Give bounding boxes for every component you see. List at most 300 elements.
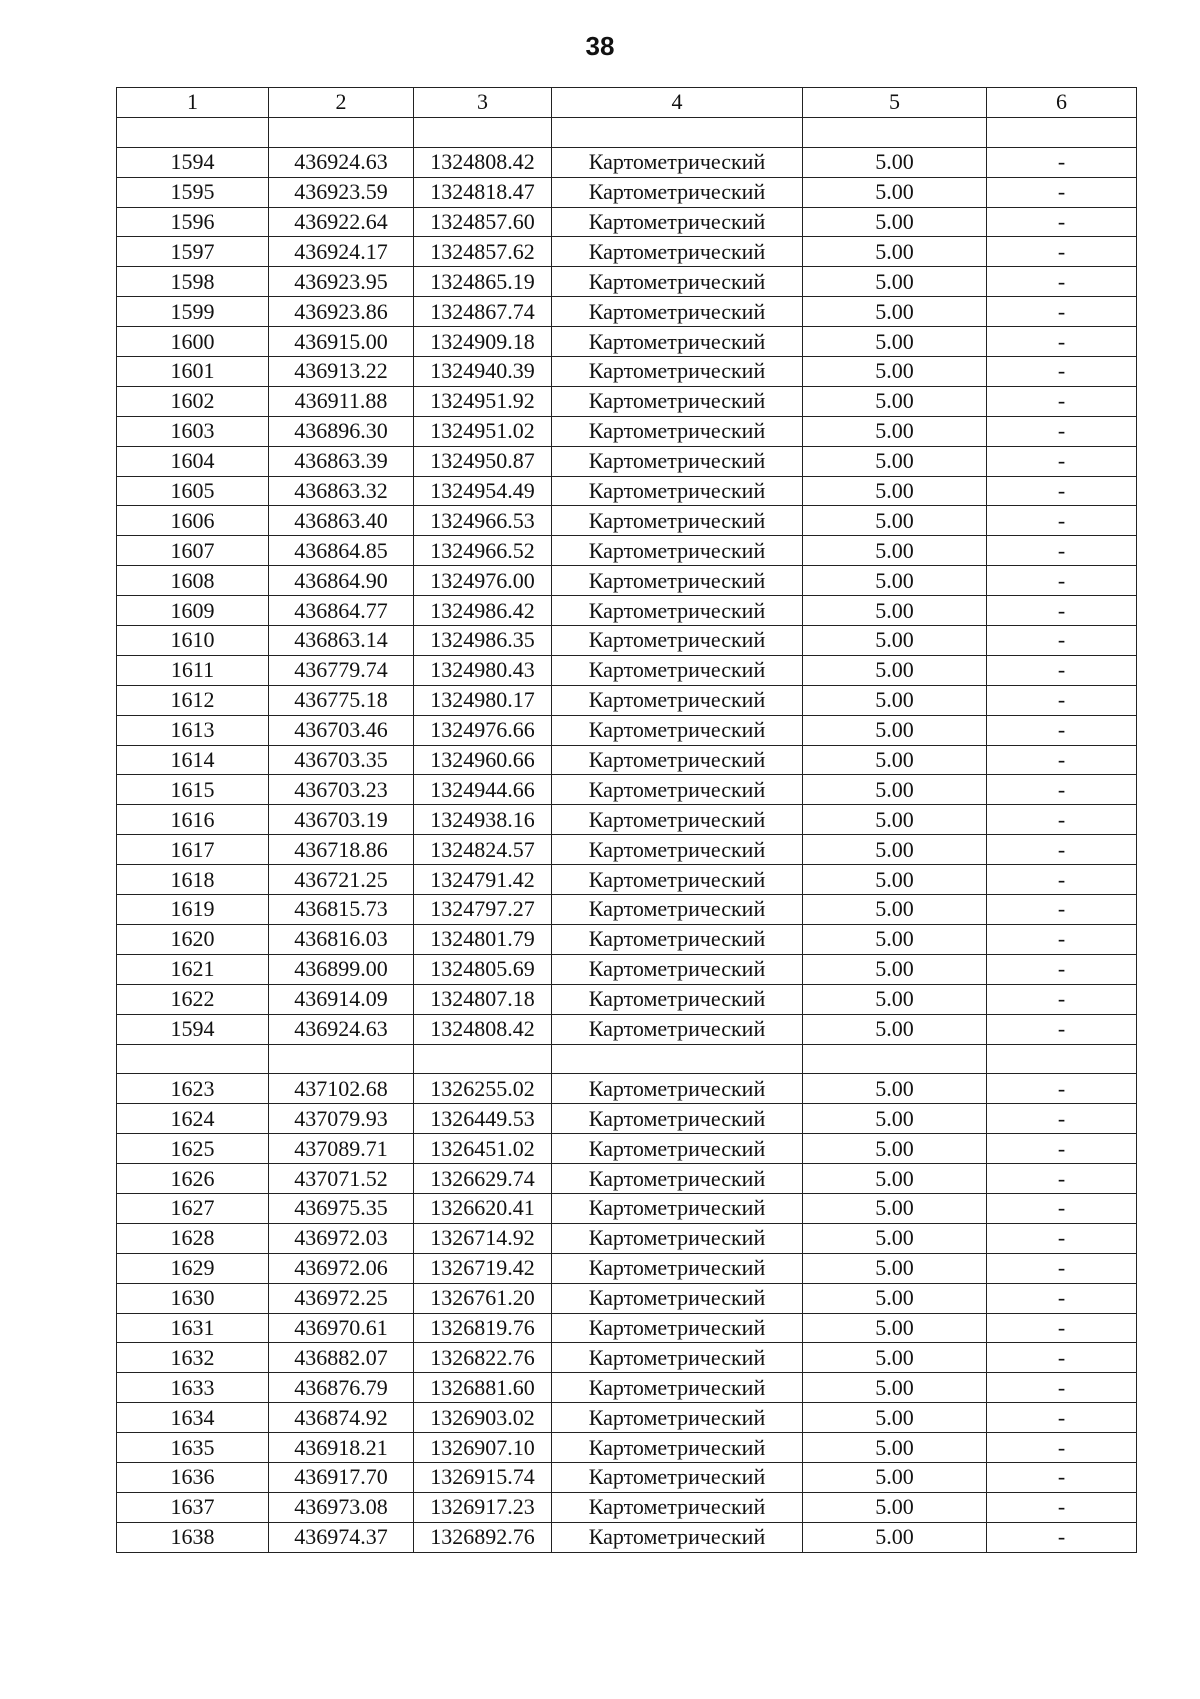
y-coordinate-cell: 1324909.18 bbox=[414, 327, 552, 357]
point-number-cell: 1635 bbox=[117, 1433, 269, 1463]
table-row bbox=[117, 596, 1137, 626]
method-cell: Картометрический bbox=[552, 775, 803, 805]
y-coordinate-cell: 1324980.43 bbox=[414, 655, 552, 685]
x-coordinate-cell: 436911.88 bbox=[269, 386, 414, 416]
method-cell: Картометрический bbox=[552, 1522, 803, 1552]
method-cell: Картометрический bbox=[552, 1253, 803, 1283]
accuracy-cell bbox=[803, 117, 987, 147]
description-cell: - bbox=[987, 357, 1137, 387]
method-cell: Картометрический bbox=[552, 506, 803, 536]
accuracy-cell: 5.00 bbox=[803, 1283, 987, 1313]
x-coordinate-cell: 436899.00 bbox=[269, 954, 414, 984]
point-number-cell: 1603 bbox=[117, 416, 269, 446]
point-number-cell: 1621 bbox=[117, 954, 269, 984]
accuracy-cell: 5.00 bbox=[803, 1253, 987, 1283]
x-coordinate-cell: 436918.21 bbox=[269, 1433, 414, 1463]
method-cell: Картометрический bbox=[552, 1313, 803, 1343]
table-row bbox=[117, 1104, 1137, 1134]
table-row bbox=[117, 566, 1137, 596]
y-coordinate-cell: 1324857.60 bbox=[414, 207, 552, 237]
y-coordinate-cell: 1324797.27 bbox=[414, 895, 552, 925]
x-coordinate-cell: 436874.92 bbox=[269, 1403, 414, 1433]
method-cell: Картометрический bbox=[552, 596, 803, 626]
x-coordinate-cell: 436779.74 bbox=[269, 655, 414, 685]
table-row bbox=[117, 984, 1137, 1014]
x-coordinate-cell: 436815.73 bbox=[269, 895, 414, 925]
point-number-cell: 1597 bbox=[117, 237, 269, 267]
point-number-cell: 1636 bbox=[117, 1462, 269, 1492]
description-cell: - bbox=[987, 1433, 1137, 1463]
point-number-cell: 1618 bbox=[117, 865, 269, 895]
point-number-cell: 1609 bbox=[117, 596, 269, 626]
x-coordinate-cell: 436923.95 bbox=[269, 267, 414, 297]
point-number-cell: 1594 bbox=[117, 147, 269, 177]
method-cell: Картометрический bbox=[552, 177, 803, 207]
method-cell: Картометрический bbox=[552, 715, 803, 745]
y-coordinate-cell: 1324966.53 bbox=[414, 506, 552, 536]
y-coordinate-cell: 1324976.00 bbox=[414, 566, 552, 596]
method-cell: Картометрический bbox=[552, 357, 803, 387]
table-row bbox=[117, 267, 1137, 297]
table-row bbox=[117, 685, 1137, 715]
point-number-cell: 1602 bbox=[117, 386, 269, 416]
table-row bbox=[117, 536, 1137, 566]
y-coordinate-cell: 1324951.92 bbox=[414, 386, 552, 416]
method-cell: Картометрический bbox=[552, 267, 803, 297]
y-coordinate-cell: 1326903.02 bbox=[414, 1403, 552, 1433]
y-coordinate-cell: 1326255.02 bbox=[414, 1074, 552, 1104]
table-row bbox=[117, 1223, 1137, 1253]
accuracy-cell: 5.00 bbox=[803, 297, 987, 327]
description-cell: - bbox=[987, 1283, 1137, 1313]
y-coordinate-cell: 1324986.42 bbox=[414, 596, 552, 626]
method-cell bbox=[552, 117, 803, 147]
method-cell: Картометрический bbox=[552, 895, 803, 925]
description-cell: - bbox=[987, 1134, 1137, 1164]
header-cell: 3 bbox=[414, 88, 552, 118]
point-number-cell: 1611 bbox=[117, 655, 269, 685]
x-coordinate-cell: 436914.09 bbox=[269, 984, 414, 1014]
accuracy-cell: 5.00 bbox=[803, 775, 987, 805]
description-cell: - bbox=[987, 1014, 1137, 1044]
description-cell: - bbox=[987, 506, 1137, 536]
point-number-cell: 1627 bbox=[117, 1193, 269, 1223]
point-number-cell: 1612 bbox=[117, 685, 269, 715]
point-number-cell: 1600 bbox=[117, 327, 269, 357]
x-coordinate-cell: 436703.19 bbox=[269, 805, 414, 835]
method-cell: Картометрический bbox=[552, 655, 803, 685]
point-number-cell: 1599 bbox=[117, 297, 269, 327]
accuracy-cell: 5.00 bbox=[803, 267, 987, 297]
y-coordinate-cell: 1326892.76 bbox=[414, 1522, 552, 1552]
y-coordinate-cell: 1326620.41 bbox=[414, 1193, 552, 1223]
point-number-cell: 1613 bbox=[117, 715, 269, 745]
x-coordinate-cell: 436924.63 bbox=[269, 1014, 414, 1044]
x-coordinate-cell: 436972.25 bbox=[269, 1283, 414, 1313]
coordinates-table bbox=[116, 87, 1137, 1553]
x-coordinate-cell: 436882.07 bbox=[269, 1343, 414, 1373]
table-row bbox=[117, 1403, 1137, 1433]
y-coordinate-cell: 1326761.20 bbox=[414, 1283, 552, 1313]
point-number-cell: 1596 bbox=[117, 207, 269, 237]
x-coordinate-cell: 436864.77 bbox=[269, 596, 414, 626]
x-coordinate-cell: 436915.00 bbox=[269, 327, 414, 357]
table-row bbox=[117, 1373, 1137, 1403]
method-cell: Картометрический bbox=[552, 1433, 803, 1463]
table-row bbox=[117, 1522, 1137, 1552]
accuracy-cell: 5.00 bbox=[803, 1373, 987, 1403]
description-cell: - bbox=[987, 1074, 1137, 1104]
table-row bbox=[117, 655, 1137, 685]
accuracy-cell: 5.00 bbox=[803, 1164, 987, 1194]
x-coordinate-cell: 437071.52 bbox=[269, 1164, 414, 1194]
accuracy-cell: 5.00 bbox=[803, 655, 987, 685]
x-coordinate-cell: 436972.06 bbox=[269, 1253, 414, 1283]
method-cell: Картометрический bbox=[552, 835, 803, 865]
table-row bbox=[117, 327, 1137, 357]
y-coordinate-cell: 1326719.42 bbox=[414, 1253, 552, 1283]
table-row bbox=[117, 626, 1137, 656]
method-cell: Картометрический bbox=[552, 416, 803, 446]
description-cell: - bbox=[987, 177, 1137, 207]
y-coordinate-cell: 1324801.79 bbox=[414, 924, 552, 954]
point-number-cell: 1631 bbox=[117, 1313, 269, 1343]
y-coordinate-cell: 1324940.39 bbox=[414, 357, 552, 387]
point-number-cell: 1630 bbox=[117, 1283, 269, 1313]
table-row bbox=[117, 1134, 1137, 1164]
accuracy-cell: 5.00 bbox=[803, 1313, 987, 1343]
accuracy-cell: 5.00 bbox=[803, 1223, 987, 1253]
y-coordinate-cell: 1324865.19 bbox=[414, 267, 552, 297]
y-coordinate-cell: 1324960.66 bbox=[414, 745, 552, 775]
x-coordinate-cell: 436703.35 bbox=[269, 745, 414, 775]
accuracy-cell: 5.00 bbox=[803, 805, 987, 835]
description-cell: - bbox=[987, 775, 1137, 805]
point-number-cell: 1634 bbox=[117, 1403, 269, 1433]
point-number-cell: 1601 bbox=[117, 357, 269, 387]
accuracy-cell bbox=[803, 1044, 987, 1074]
separator-row bbox=[117, 117, 1137, 147]
table-row bbox=[117, 1492, 1137, 1522]
accuracy-cell: 5.00 bbox=[803, 177, 987, 207]
description-cell: - bbox=[987, 566, 1137, 596]
y-coordinate-cell: 1326449.53 bbox=[414, 1104, 552, 1134]
table-row bbox=[117, 954, 1137, 984]
method-cell: Картометрический bbox=[552, 1104, 803, 1134]
description-cell: - bbox=[987, 416, 1137, 446]
table-row bbox=[117, 895, 1137, 925]
description-cell: - bbox=[987, 596, 1137, 626]
accuracy-cell: 5.00 bbox=[803, 1074, 987, 1104]
point-number-cell bbox=[117, 1044, 269, 1074]
method-cell: Картометрический bbox=[552, 1492, 803, 1522]
point-number-cell: 1623 bbox=[117, 1074, 269, 1104]
x-coordinate-cell: 437089.71 bbox=[269, 1134, 414, 1164]
description-cell bbox=[987, 117, 1137, 147]
method-cell: Картометрический bbox=[552, 1014, 803, 1044]
method-cell: Картометрический bbox=[552, 1164, 803, 1194]
method-cell: Картометрический bbox=[552, 954, 803, 984]
point-number-cell: 1622 bbox=[117, 984, 269, 1014]
y-coordinate-cell: 1324818.47 bbox=[414, 177, 552, 207]
accuracy-cell: 5.00 bbox=[803, 1104, 987, 1134]
point-number-cell bbox=[117, 117, 269, 147]
table-row bbox=[117, 1313, 1137, 1343]
x-coordinate-cell: 436816.03 bbox=[269, 924, 414, 954]
description-cell: - bbox=[987, 536, 1137, 566]
y-coordinate-cell bbox=[414, 117, 552, 147]
accuracy-cell: 5.00 bbox=[803, 1014, 987, 1044]
method-cell: Картометрический bbox=[552, 924, 803, 954]
accuracy-cell: 5.00 bbox=[803, 835, 987, 865]
x-coordinate-cell: 436864.90 bbox=[269, 566, 414, 596]
accuracy-cell: 5.00 bbox=[803, 446, 987, 476]
method-cell: Картометрический bbox=[552, 1373, 803, 1403]
table-row bbox=[117, 865, 1137, 895]
accuracy-cell: 5.00 bbox=[803, 984, 987, 1014]
table-row bbox=[117, 357, 1137, 387]
description-cell: - bbox=[987, 865, 1137, 895]
table-row bbox=[117, 1343, 1137, 1373]
description-cell: - bbox=[987, 446, 1137, 476]
x-coordinate-cell: 436863.32 bbox=[269, 476, 414, 506]
x-coordinate-cell: 436863.39 bbox=[269, 446, 414, 476]
method-cell bbox=[552, 1044, 803, 1074]
x-coordinate-cell: 436913.22 bbox=[269, 357, 414, 387]
point-number-cell: 1595 bbox=[117, 177, 269, 207]
table-row bbox=[117, 805, 1137, 835]
point-number-cell: 1637 bbox=[117, 1492, 269, 1522]
method-cell: Картометрический bbox=[552, 685, 803, 715]
y-coordinate-cell: 1324976.66 bbox=[414, 715, 552, 745]
method-cell: Картометрический bbox=[552, 1343, 803, 1373]
accuracy-cell: 5.00 bbox=[803, 476, 987, 506]
x-coordinate-cell: 436896.30 bbox=[269, 416, 414, 446]
table-row bbox=[117, 476, 1137, 506]
y-coordinate-cell: 1326917.23 bbox=[414, 1492, 552, 1522]
y-coordinate-cell: 1324791.42 bbox=[414, 865, 552, 895]
accuracy-cell: 5.00 bbox=[803, 745, 987, 775]
description-cell: - bbox=[987, 1462, 1137, 1492]
description-cell: - bbox=[987, 805, 1137, 835]
description-cell: - bbox=[987, 1522, 1137, 1552]
y-coordinate-cell: 1324857.62 bbox=[414, 237, 552, 267]
description-cell: - bbox=[987, 297, 1137, 327]
y-coordinate-cell: 1324808.42 bbox=[414, 1014, 552, 1044]
method-cell: Картометрический bbox=[552, 805, 803, 835]
accuracy-cell: 5.00 bbox=[803, 237, 987, 267]
table-row bbox=[117, 1283, 1137, 1313]
y-coordinate-cell: 1326822.76 bbox=[414, 1343, 552, 1373]
y-coordinate-cell: 1324944.66 bbox=[414, 775, 552, 805]
point-number-cell: 1608 bbox=[117, 566, 269, 596]
accuracy-cell: 5.00 bbox=[803, 566, 987, 596]
x-coordinate-cell: 436917.70 bbox=[269, 1462, 414, 1492]
description-cell: - bbox=[987, 386, 1137, 416]
y-coordinate-cell: 1324954.49 bbox=[414, 476, 552, 506]
method-cell: Картометрический bbox=[552, 237, 803, 267]
table-row bbox=[117, 237, 1137, 267]
point-number-cell: 1633 bbox=[117, 1373, 269, 1403]
y-coordinate-cell: 1324986.35 bbox=[414, 626, 552, 656]
description-cell: - bbox=[987, 954, 1137, 984]
description-cell: - bbox=[987, 715, 1137, 745]
description-cell: - bbox=[987, 685, 1137, 715]
accuracy-cell: 5.00 bbox=[803, 1343, 987, 1373]
accuracy-cell: 5.00 bbox=[803, 1403, 987, 1433]
separator-row bbox=[117, 1044, 1137, 1074]
table-row bbox=[117, 177, 1137, 207]
header-cell: 2 bbox=[269, 88, 414, 118]
x-coordinate-cell: 436864.85 bbox=[269, 536, 414, 566]
method-cell: Картометрический bbox=[552, 1462, 803, 1492]
accuracy-cell: 5.00 bbox=[803, 536, 987, 566]
description-cell: - bbox=[987, 1343, 1137, 1373]
x-coordinate-cell: 436703.23 bbox=[269, 775, 414, 805]
point-number-cell: 1619 bbox=[117, 895, 269, 925]
point-number-cell: 1605 bbox=[117, 476, 269, 506]
description-cell: - bbox=[987, 1223, 1137, 1253]
point-number-cell: 1607 bbox=[117, 536, 269, 566]
method-cell: Картометрический bbox=[552, 1403, 803, 1433]
x-coordinate-cell: 436973.08 bbox=[269, 1492, 414, 1522]
description-cell: - bbox=[987, 327, 1137, 357]
description-cell: - bbox=[987, 745, 1137, 775]
y-coordinate-cell: 1326907.10 bbox=[414, 1433, 552, 1463]
description-cell: - bbox=[987, 924, 1137, 954]
x-coordinate-cell: 436775.18 bbox=[269, 685, 414, 715]
method-cell: Картометрический bbox=[552, 865, 803, 895]
y-coordinate-cell: 1324805.69 bbox=[414, 954, 552, 984]
description-cell: - bbox=[987, 1313, 1137, 1343]
y-coordinate-cell: 1324938.16 bbox=[414, 805, 552, 835]
y-coordinate-cell: 1326451.02 bbox=[414, 1134, 552, 1164]
x-coordinate-cell: 436863.14 bbox=[269, 626, 414, 656]
table-row bbox=[117, 386, 1137, 416]
accuracy-cell: 5.00 bbox=[803, 1134, 987, 1164]
y-coordinate-cell: 1326629.74 bbox=[414, 1164, 552, 1194]
accuracy-cell: 5.00 bbox=[803, 1193, 987, 1223]
table-row bbox=[117, 1433, 1137, 1463]
x-coordinate-cell: 437079.93 bbox=[269, 1104, 414, 1134]
table-row bbox=[117, 715, 1137, 745]
x-coordinate-cell bbox=[269, 117, 414, 147]
table-row bbox=[117, 1164, 1137, 1194]
accuracy-cell: 5.00 bbox=[803, 327, 987, 357]
method-cell: Картометрический bbox=[552, 1134, 803, 1164]
point-number-cell: 1616 bbox=[117, 805, 269, 835]
description-cell: - bbox=[987, 984, 1137, 1014]
accuracy-cell: 5.00 bbox=[803, 715, 987, 745]
description-cell: - bbox=[987, 1104, 1137, 1134]
description-cell: - bbox=[987, 1253, 1137, 1283]
method-cell: Картометрический bbox=[552, 327, 803, 357]
point-number-cell: 1628 bbox=[117, 1223, 269, 1253]
method-cell: Картометрический bbox=[552, 386, 803, 416]
header-cell: 5 bbox=[803, 88, 987, 118]
method-cell: Картометрический bbox=[552, 1193, 803, 1223]
x-coordinate-cell: 436721.25 bbox=[269, 865, 414, 895]
header-cell: 4 bbox=[552, 88, 803, 118]
table-body bbox=[117, 117, 1137, 1552]
table-row bbox=[117, 297, 1137, 327]
point-number-cell: 1625 bbox=[117, 1134, 269, 1164]
accuracy-cell: 5.00 bbox=[803, 357, 987, 387]
y-coordinate-cell: 1326819.76 bbox=[414, 1313, 552, 1343]
accuracy-cell: 5.00 bbox=[803, 1492, 987, 1522]
point-number-cell: 1598 bbox=[117, 267, 269, 297]
table-row bbox=[117, 446, 1137, 476]
accuracy-cell: 5.00 bbox=[803, 506, 987, 536]
table-row bbox=[117, 207, 1137, 237]
x-coordinate-cell: 436972.03 bbox=[269, 1223, 414, 1253]
table-row bbox=[117, 416, 1137, 446]
x-coordinate-cell: 436974.37 bbox=[269, 1522, 414, 1552]
method-cell: Картометрический bbox=[552, 476, 803, 506]
y-coordinate-cell: 1324807.18 bbox=[414, 984, 552, 1014]
table-row bbox=[117, 1253, 1137, 1283]
accuracy-cell: 5.00 bbox=[803, 147, 987, 177]
x-coordinate-cell: 436923.59 bbox=[269, 177, 414, 207]
description-cell: - bbox=[987, 895, 1137, 925]
method-cell: Картометрический bbox=[552, 147, 803, 177]
description-cell: - bbox=[987, 835, 1137, 865]
y-coordinate-cell bbox=[414, 1044, 552, 1074]
method-cell: Картометрический bbox=[552, 1223, 803, 1253]
x-coordinate-cell: 436718.86 bbox=[269, 835, 414, 865]
description-cell bbox=[987, 1044, 1137, 1074]
table-row bbox=[117, 1193, 1137, 1223]
point-number-cell: 1632 bbox=[117, 1343, 269, 1373]
point-number-cell: 1629 bbox=[117, 1253, 269, 1283]
accuracy-cell: 5.00 bbox=[803, 1462, 987, 1492]
point-number-cell: 1594 bbox=[117, 1014, 269, 1044]
y-coordinate-cell: 1326915.74 bbox=[414, 1462, 552, 1492]
table-row bbox=[117, 1074, 1137, 1104]
y-coordinate-cell: 1324980.17 bbox=[414, 685, 552, 715]
x-coordinate-cell: 436970.61 bbox=[269, 1313, 414, 1343]
point-number-cell: 1624 bbox=[117, 1104, 269, 1134]
point-number-cell: 1617 bbox=[117, 835, 269, 865]
y-coordinate-cell: 1324950.87 bbox=[414, 446, 552, 476]
x-coordinate-cell bbox=[269, 1044, 414, 1074]
accuracy-cell: 5.00 bbox=[803, 1433, 987, 1463]
method-cell: Картометрический bbox=[552, 207, 803, 237]
x-coordinate-cell: 436863.40 bbox=[269, 506, 414, 536]
accuracy-cell: 5.00 bbox=[803, 416, 987, 446]
y-coordinate-cell: 1326881.60 bbox=[414, 1373, 552, 1403]
description-cell: - bbox=[987, 237, 1137, 267]
method-cell: Картометрический bbox=[552, 1074, 803, 1104]
method-cell: Картометрический bbox=[552, 984, 803, 1014]
description-cell: - bbox=[987, 1403, 1137, 1433]
page-number: 38 bbox=[585, 31, 615, 61]
x-coordinate-cell: 436975.35 bbox=[269, 1193, 414, 1223]
accuracy-cell: 5.00 bbox=[803, 626, 987, 656]
description-cell: - bbox=[987, 655, 1137, 685]
description-cell: - bbox=[987, 147, 1137, 177]
table-row bbox=[117, 924, 1137, 954]
method-cell: Картометрический bbox=[552, 446, 803, 476]
method-cell: Картометрический bbox=[552, 626, 803, 656]
description-cell: - bbox=[987, 626, 1137, 656]
x-coordinate-cell: 436924.17 bbox=[269, 237, 414, 267]
x-coordinate-cell: 436924.63 bbox=[269, 147, 414, 177]
description-cell: - bbox=[987, 1492, 1137, 1522]
x-coordinate-cell: 437102.68 bbox=[269, 1074, 414, 1104]
accuracy-cell: 5.00 bbox=[803, 386, 987, 416]
x-coordinate-cell: 436876.79 bbox=[269, 1373, 414, 1403]
